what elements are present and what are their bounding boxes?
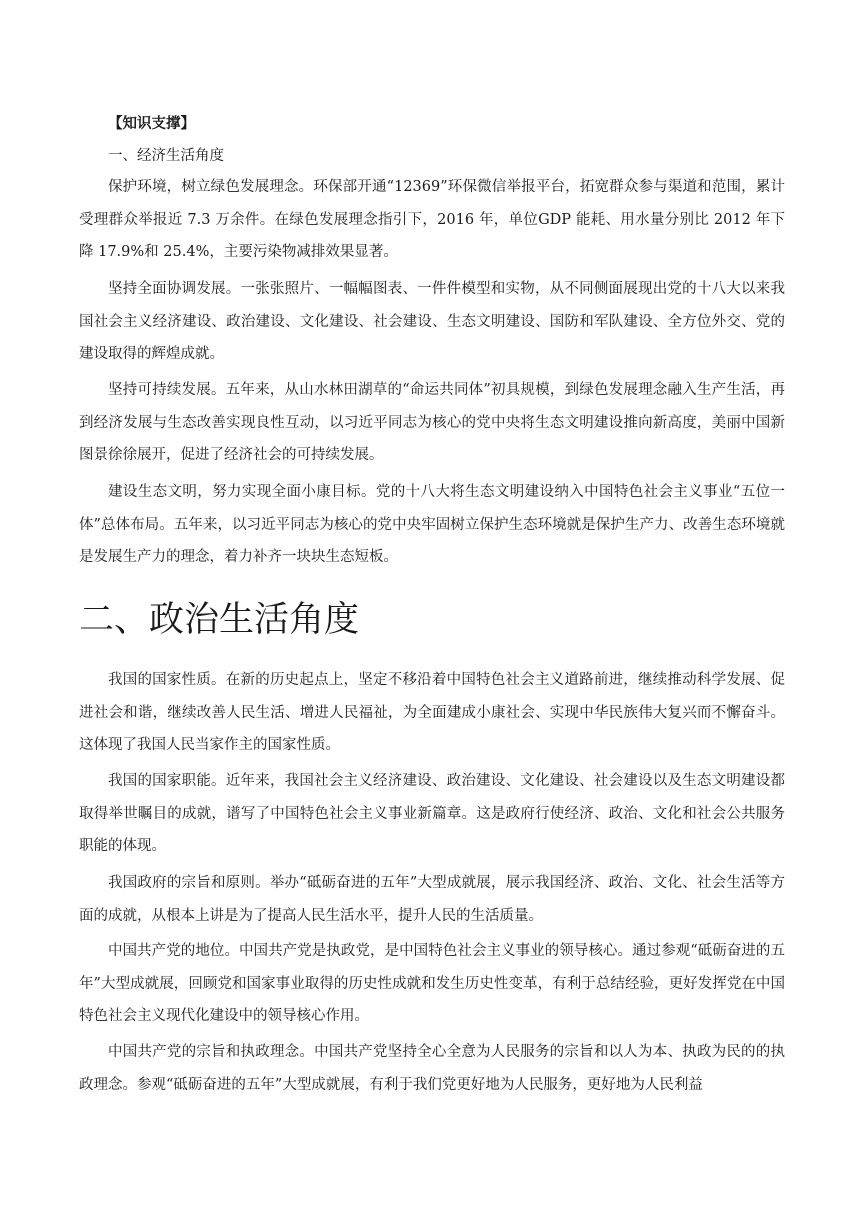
paragraph-politics-5: 中国共产党的宗旨和执政理念。中国共产党坚持全心全意为人民服务的宗旨和以人为本、执政为民的的执政理念。参观“砥砺奋进的五年”大型成就展，有利于我们党更好地为人民服务，更好地为人民利益 xyxy=(79,1044,785,1093)
paragraph-politics-2: 我国的国家职能。近年来，我国社会主义经济建设、政治建设、文化建设、社会建设以及生态文明建设都取得举世瞩目的成就，谱写了中国特色社会主义事业新篇章。这是政府行使经济、政治、文化和社会公共服务职能的体现。 xyxy=(79,773,785,854)
heading-politics: 二、政治生活角度 xyxy=(79,600,360,640)
paragraph-politics-4: 中国共产党的地位。中国共产党是执政党，是中国特色社会主义事业的领导核心。通过参观“砥砺奋进的五年”大型成就展，回顾党和国家事业取得的历史性成就和发生历史性变革，有利于总结经验，更好发挥党在中国特色社会主义现代化建设中的领导核心作用。 xyxy=(79,943,785,1024)
section-label: 【知识支撑】 xyxy=(108,115,195,132)
paragraph-econ-3: 坚持可持续发展。五年来，从山水林田湖草的“命运共同体”初具规模，到绿色发展理念融入生产生活，再到经济发展与生态改善实现良性互动，以习近平同志为核心的党中央将生态文明建设推向新高度，美丽中国新图景徐徐展开，促进了经济社会的可持续发展。 xyxy=(79,382,785,463)
paragraph-politics-3: 我国政府的宗旨和原则。举办“砥砺奋进的五年”大型成就展，展示我国经济、政治、文化、社会生活等方面的成就，从根本上讲是为了提高人民生活水平，提升人民的生活质量。 xyxy=(79,875,785,924)
paragraph-politics-1: 我国的国家性质。在新的历史起点上，坚定不移沿着中国特色社会主义道路前进，继续推动科学发展、促进社会和谐，继续改善人民生活、增进人民福祉，为全面建成小康社会、实现中华民族伟大复兴而不懈奋斗。这体现了我国人民当家作主的国家性质。 xyxy=(79,672,785,753)
paragraph-econ-1: 保护环境，树立绿色发展理念。环保部开通“12369”环保微信举报平台，拓宽群众参与渠道和范围，累计受理群众举报近 7.3 万余件。在绿色发展理念指引下，2016 年，单位GDP 能耗、用水量分别比 2012 年下降 17.9%和 25.4%，主要污染物减排效果显著。 xyxy=(79,179,785,260)
paragraph-econ-2: 坚持全面协调发展。一张张照片、一幅幅图表、一件件模型和实物，从不同侧面展现出党的十八大以来我国社会主义经济建设、政治建设、文化建设、社会建设、生态文明建设、国防和军队建设、全方位外交、党的建设取得的辉煌成就。 xyxy=(79,281,785,362)
paragraph-econ-4: 建设生态文明，努力实现全面小康目标。党的十八大将生态文明建设纳入中国特色社会主义事业“五位一体”总体布局。五年来，以习近平同志为核心的党中央牢固树立保护生态环境就是保护生产力、改善生态环境就是发展生产力的理念，着力补齐一块块生态短板。 xyxy=(79,484,785,565)
subsection-title-economy: 一、经济生活角度 xyxy=(108,148,224,164)
